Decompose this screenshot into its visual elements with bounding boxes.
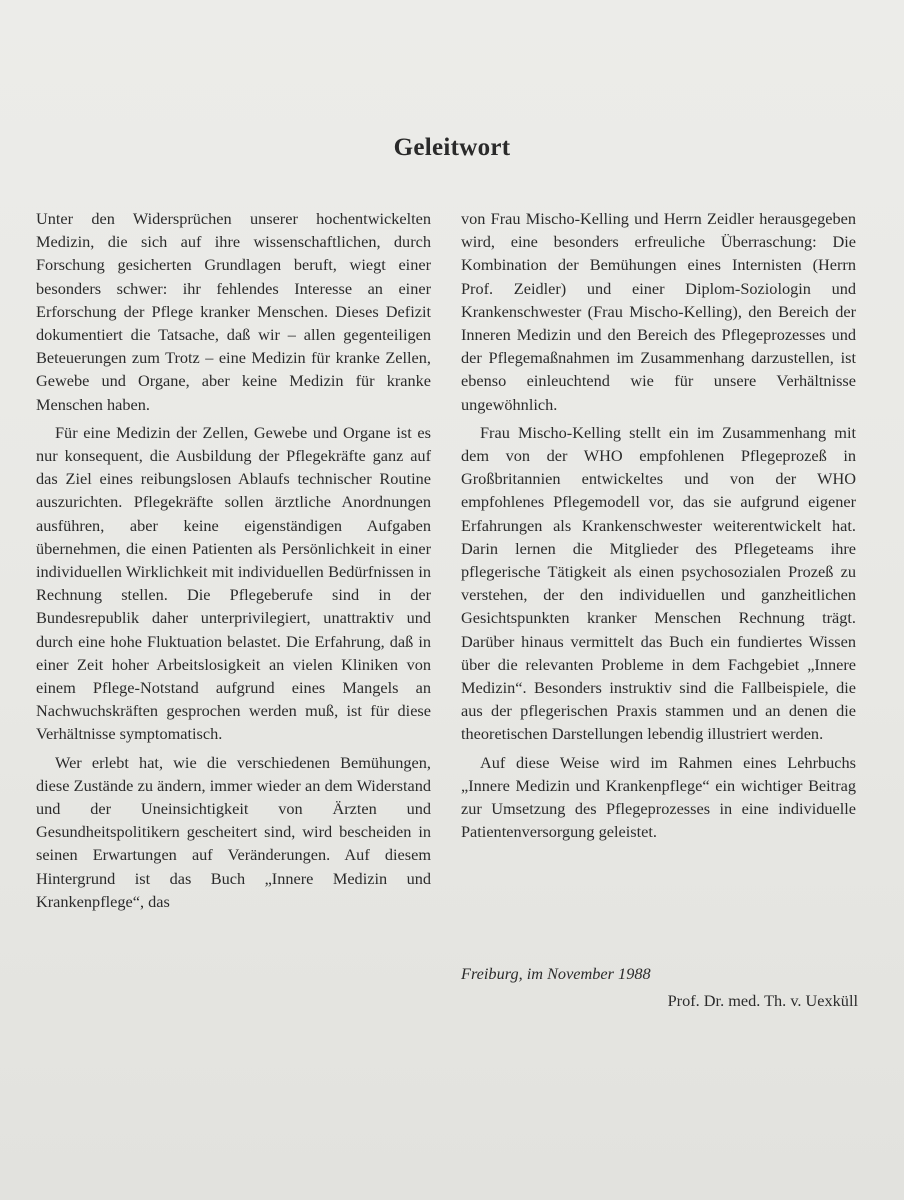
paragraph: Wer erlebt hat, wie die verschiedenen Bemühungen, diese Zustände zu ändern, immer wieder an dem Widerstand und der Uneinsichtigkeit von Ärzten und Gesundheitspolitikern gescheitert sind, wird bescheiden in seinen Erwartungen auf Veränderungen. Auf diesem Hintergrund ist das Buch „Innere Medizin und Krankenpflege“, das — [36, 752, 431, 911]
paragraph: Unter den Widersprüchen unserer hochentwickelten Medizin, die sich auf ihre wissenschaftlichen, durch Forschung gesicherten Grundlagen beruft, wiegt einer besonders schwer: ihr fehlendes Interesse an einer Erforschung der Pflege kranker Menschen. Dieses Defizit dokumentiert die Tatsache, daß wir – allen gegenteiligen Beteuerungen zum Trotz – eine Medizin für kranke Zellen, Gewebe und Organe, aber keine Medizin für kranke Menschen haben. — [36, 209, 431, 414]
paragraph: Auf diese Weise wird im Rahmen eines Lehrbuchs „Innere Medizin und Krankenpflege“ ein wichtiger Beitrag zur Umsetzung des Pflegeprozesses in eine individuelle Patientenversorgung geleistet. — [461, 752, 856, 842]
author-signature: Prof. Dr. med. Th. v. Uexküll — [667, 991, 858, 1010]
paragraph: Frau Mischo-Kelling stellt ein im Zusammenhang mit dem von der WHO empfohlenen Pflegeprozeß in Großbritannien entwickeltes und von der WHO empfohlenes Pflegemodell vor, das sie aufgrund eigener Erfahrungen als Krankenschwester weiterentwickelt hat. Darin lernen die Mitglieder des Pflegeteams ihre pflegerische Tätigkeit als einen psychosozialen Prozeß zu verstehen, der den individuellen und ganzheitlichen Gesichtspunkten kranker Menschen Rechnung trägt. Darüber hinaus vermittelt das Buch ein fundiertes Wissen über die relevanten Probleme in dem Fachgebiet „Innere Medizin“. Besonders instruktiv sind die Fallbeispiele, die aus der pflegerischen Praxis stammen und an denen die theoretischen Darstellungen lebendig illustriert werden. — [461, 422, 856, 744]
paragraph: von Frau Mischo-Kelling und Herrn Zeidler herausgegeben wird, eine besonders erfreuliche Überraschung: Die Kombination der Bemühungen eines Internisten (Herrn Prof. Zeidler) und einer Diplom-Soziologin und Krankenschwester (Frau Mischo-Kelling), den Bereich der Inneren Medizin und den Bereich des Pflegeprozesses und der Pflegemaßnahmen im Zusammenhang darzustellen, ist ebenso einleuchtend wie für unsere Verhältnisse ungewöhnlich. — [461, 209, 856, 414]
page-title: Geleitwort — [393, 134, 511, 161]
place-date: Freiburg, im November 1988 — [461, 964, 651, 983]
right-column — [461, 207, 856, 843]
paragraph: Für eine Medizin der Zellen, Gewebe und Organe ist es nur konsequent, die Ausbildung der Pflegekräfte ganz auf das Ziel eines reibungslosen Ablaufs technischer Routine auszurichten. Pflegekräfte sollen ärztliche Anordnungen ausführen, aber keine eigenständigen Aufgaben übernehmen, die einen Patienten als Persönlichkeit in einer individuellen Wirklichkeit mit individuellen Bedürfnissen in Rechnung stellen. Die Pflegeberufe sind in der Bundesrepublik daher unterprivilegiert, unattraktiv und durch eine hohe Fluktuation belastet. Die Erfahrung, daß in einer Zeit hoher Arbeitslosigkeit an vielen Kliniken von einem Pflege-Notstand aufgrund eines Mangels an Nachwuchskräften gesprochen werden muß, ist für diese Verhältnisse symptomatisch. — [36, 422, 431, 744]
left-column — [36, 207, 431, 913]
